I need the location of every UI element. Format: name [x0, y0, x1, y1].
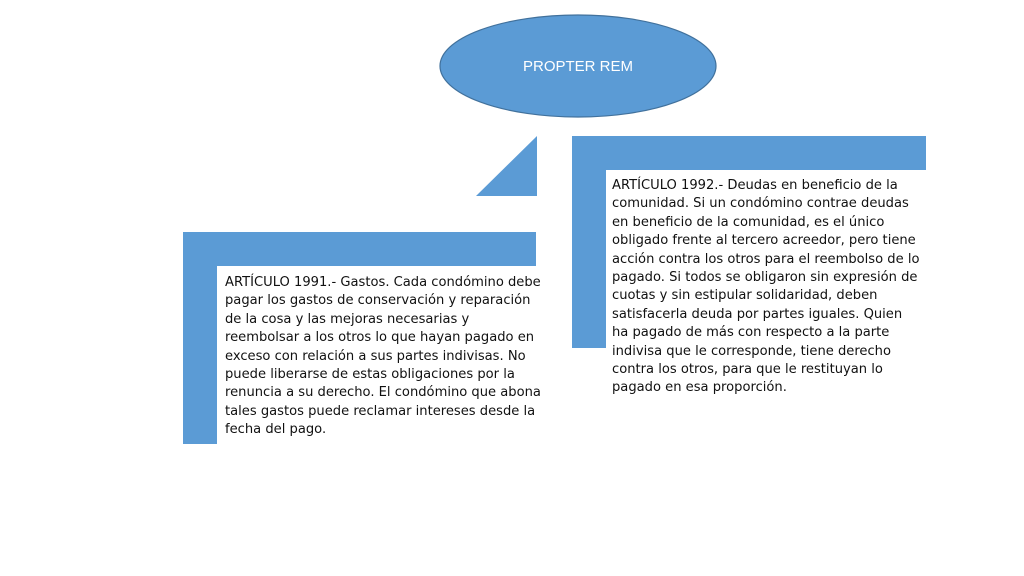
articulo-1991-text: ARTÍCULO 1991.- Gastos. Cada condómino debe pagar los gastos de conservación y reparación de la cosa y las mejoras necesarias y reembolsar a los otros lo que hayan pagado en exceso con relación a sus partes indivisas. No puede liberarse de estas obligaciones por la renuncia a su derecho. El condómino que abona tales gastos puede reclamar intereses desde la fecha del pago. [225, 275, 541, 438]
connector-triangle [476, 136, 537, 196]
articulo-1992-text: ARTÍCULO 1992.- Deudas en beneficio de la comunidad. Si un condómino contrae deudas en beneficio de la comunidad, es el único obligado frente al tercero acreedor, pero tiene acción contra los otros para el reembolso de lo pagado. Si todos se obligaron sin expresión de cuotas y sin estipular solidaridad, deben satisfacerla deuda por partes iguales. Quien ha pagado de más con respecto a la parte indivisa que le corresponde, tiene derecho contra los otros, para que le restituyan lo pagado en esa proporción. [612, 178, 920, 396]
propter-rem-label: PROPTER REM [522, 57, 633, 75]
